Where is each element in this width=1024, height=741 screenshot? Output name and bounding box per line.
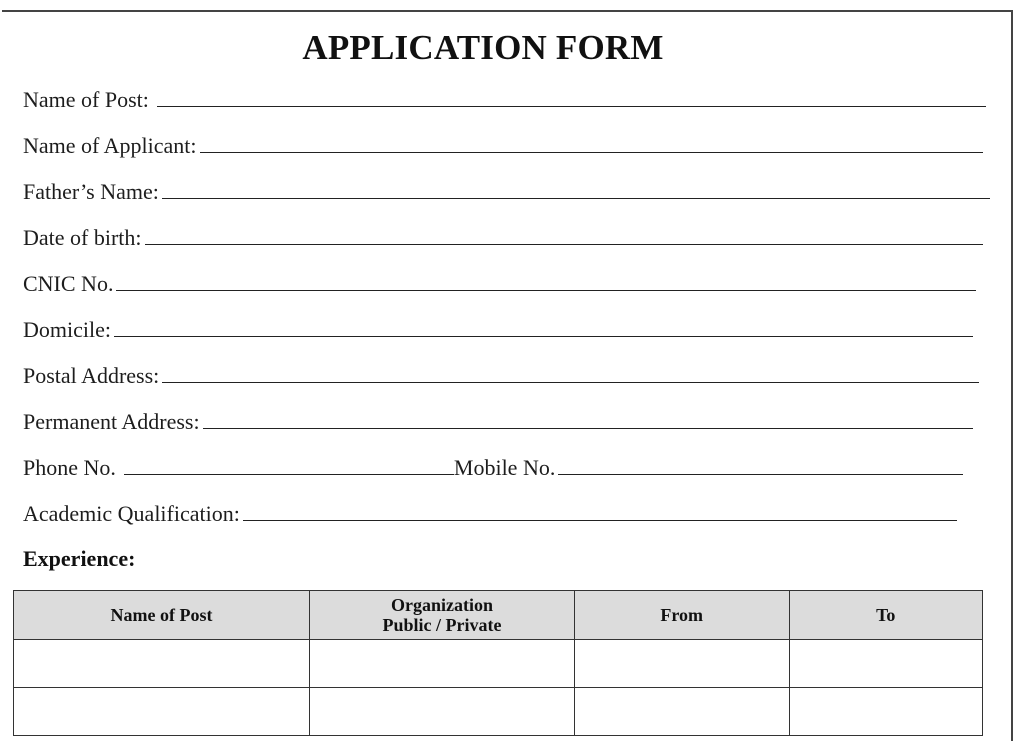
field-permanent-address bbox=[23, 408, 973, 434]
cell-from[interactable] bbox=[574, 640, 789, 688]
header-from: From bbox=[574, 591, 789, 640]
cnic-no-input-line[interactable] bbox=[116, 270, 976, 291]
header-name-of-post: Name of Post bbox=[14, 591, 310, 640]
field-postal-address bbox=[23, 362, 979, 388]
field-label-phone-no: Phone No. bbox=[23, 455, 116, 480]
academic-qualification-input-line[interactable] bbox=[243, 500, 957, 521]
cell-organization[interactable] bbox=[309, 688, 574, 736]
mobile-no-input-line[interactable] bbox=[558, 454, 963, 475]
cell-organization[interactable] bbox=[309, 640, 574, 688]
name-of-post-input-line[interactable] bbox=[157, 86, 986, 107]
field-name-of-applicant bbox=[23, 132, 983, 158]
name-of-applicant-input-line[interactable] bbox=[200, 132, 983, 153]
domicile-input-line[interactable] bbox=[114, 316, 973, 337]
field-label-date-of-birth: Date of birth: bbox=[23, 225, 142, 250]
header-organization bbox=[309, 591, 574, 640]
field-label-cnic-no: CNIC No. bbox=[23, 271, 114, 296]
table-row bbox=[14, 640, 983, 688]
field-label-name-of-applicant: Name of Applicant: bbox=[23, 133, 197, 158]
experience-table-header-row bbox=[14, 591, 983, 640]
field-label-fathers-name: Father’s Name: bbox=[23, 179, 159, 204]
cell-from[interactable] bbox=[574, 688, 789, 736]
field-phone-mobile bbox=[23, 454, 963, 480]
table-row bbox=[14, 688, 983, 736]
field-domicile bbox=[23, 316, 973, 342]
permanent-address-input-line[interactable] bbox=[203, 408, 973, 429]
date-of-birth-input-line[interactable] bbox=[145, 224, 983, 245]
phone-no-input-line[interactable] bbox=[124, 454, 454, 475]
form-title: APPLICATION FORM bbox=[302, 28, 664, 67]
cell-name-of-post[interactable] bbox=[14, 688, 310, 736]
field-label-postal-address: Postal Address: bbox=[23, 363, 160, 388]
cell-to[interactable] bbox=[789, 688, 983, 736]
field-label-mobile-no: Mobile No. bbox=[453, 455, 556, 480]
experience-table bbox=[13, 590, 983, 736]
field-fathers-name bbox=[23, 178, 990, 204]
header-to: To bbox=[789, 591, 983, 640]
fathers-name-input-line[interactable] bbox=[162, 178, 990, 199]
header-organization-line1: Organization bbox=[390, 595, 493, 615]
field-label-domicile: Domicile: bbox=[23, 317, 111, 342]
field-name-of-post bbox=[23, 86, 986, 112]
field-academic-qualification bbox=[23, 500, 957, 526]
postal-address-input-line[interactable] bbox=[162, 362, 979, 383]
experience-heading: Experience: bbox=[23, 546, 136, 571]
field-label-name-of-post: Name of Post: bbox=[23, 87, 149, 112]
cell-name-of-post[interactable] bbox=[14, 640, 310, 688]
cell-to[interactable] bbox=[789, 640, 983, 688]
field-date-of-birth bbox=[23, 224, 983, 250]
field-label-academic-qualification: Academic Qualification: bbox=[23, 501, 240, 526]
header-organization-line2: Public / Private bbox=[382, 615, 502, 635]
field-label-permanent-address: Permanent Address: bbox=[23, 409, 200, 434]
field-cnic-no bbox=[23, 270, 976, 296]
